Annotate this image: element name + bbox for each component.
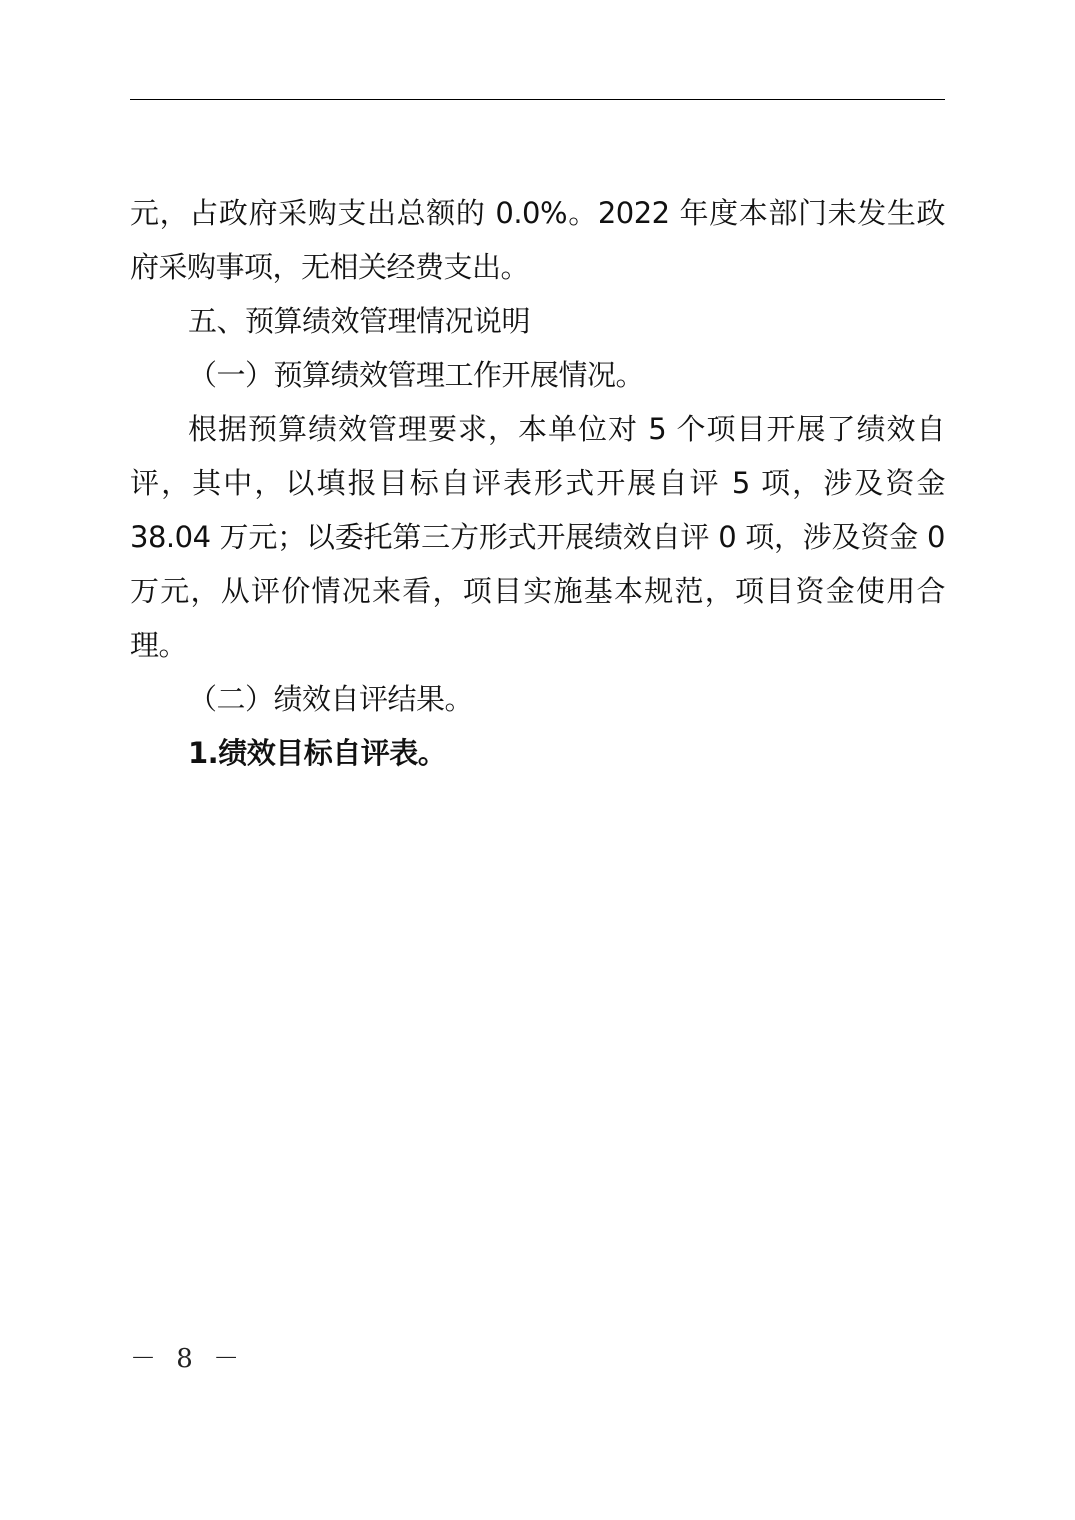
paragraph-procurement-continued: 元，占政府采购支出总额的 0.0%。2022 年度本部门未发生政府采购事项，无相关经费支出。 xyxy=(130,196,945,284)
subheading-evaluation-results: （二）绩效自评结果。 xyxy=(188,682,474,716)
section-heading-performance: 五、预算绩效管理情况说明 xyxy=(188,304,531,338)
document-body xyxy=(130,186,945,780)
page-number: － 8 － xyxy=(130,1344,246,1374)
paragraph-self-evaluation: 根据预算绩效管理要求，本单位对 5 个项目开展了绩效自评，其中，以填报目标自评表形式开展自评 5 项，涉及资金 38.04 万元；以委托第三方形式开展绩效自评 0 项，涉及资金 0 万元，从评价情况来看，项目实施基本规范，项目资金使用合理。 xyxy=(130,412,945,662)
subheading-work-status: （一）预算绩效管理工作开展情况。 xyxy=(188,358,645,392)
subheading-target-table: 1.绩效目标自评表。 xyxy=(188,736,447,770)
header-rule xyxy=(130,99,945,100)
